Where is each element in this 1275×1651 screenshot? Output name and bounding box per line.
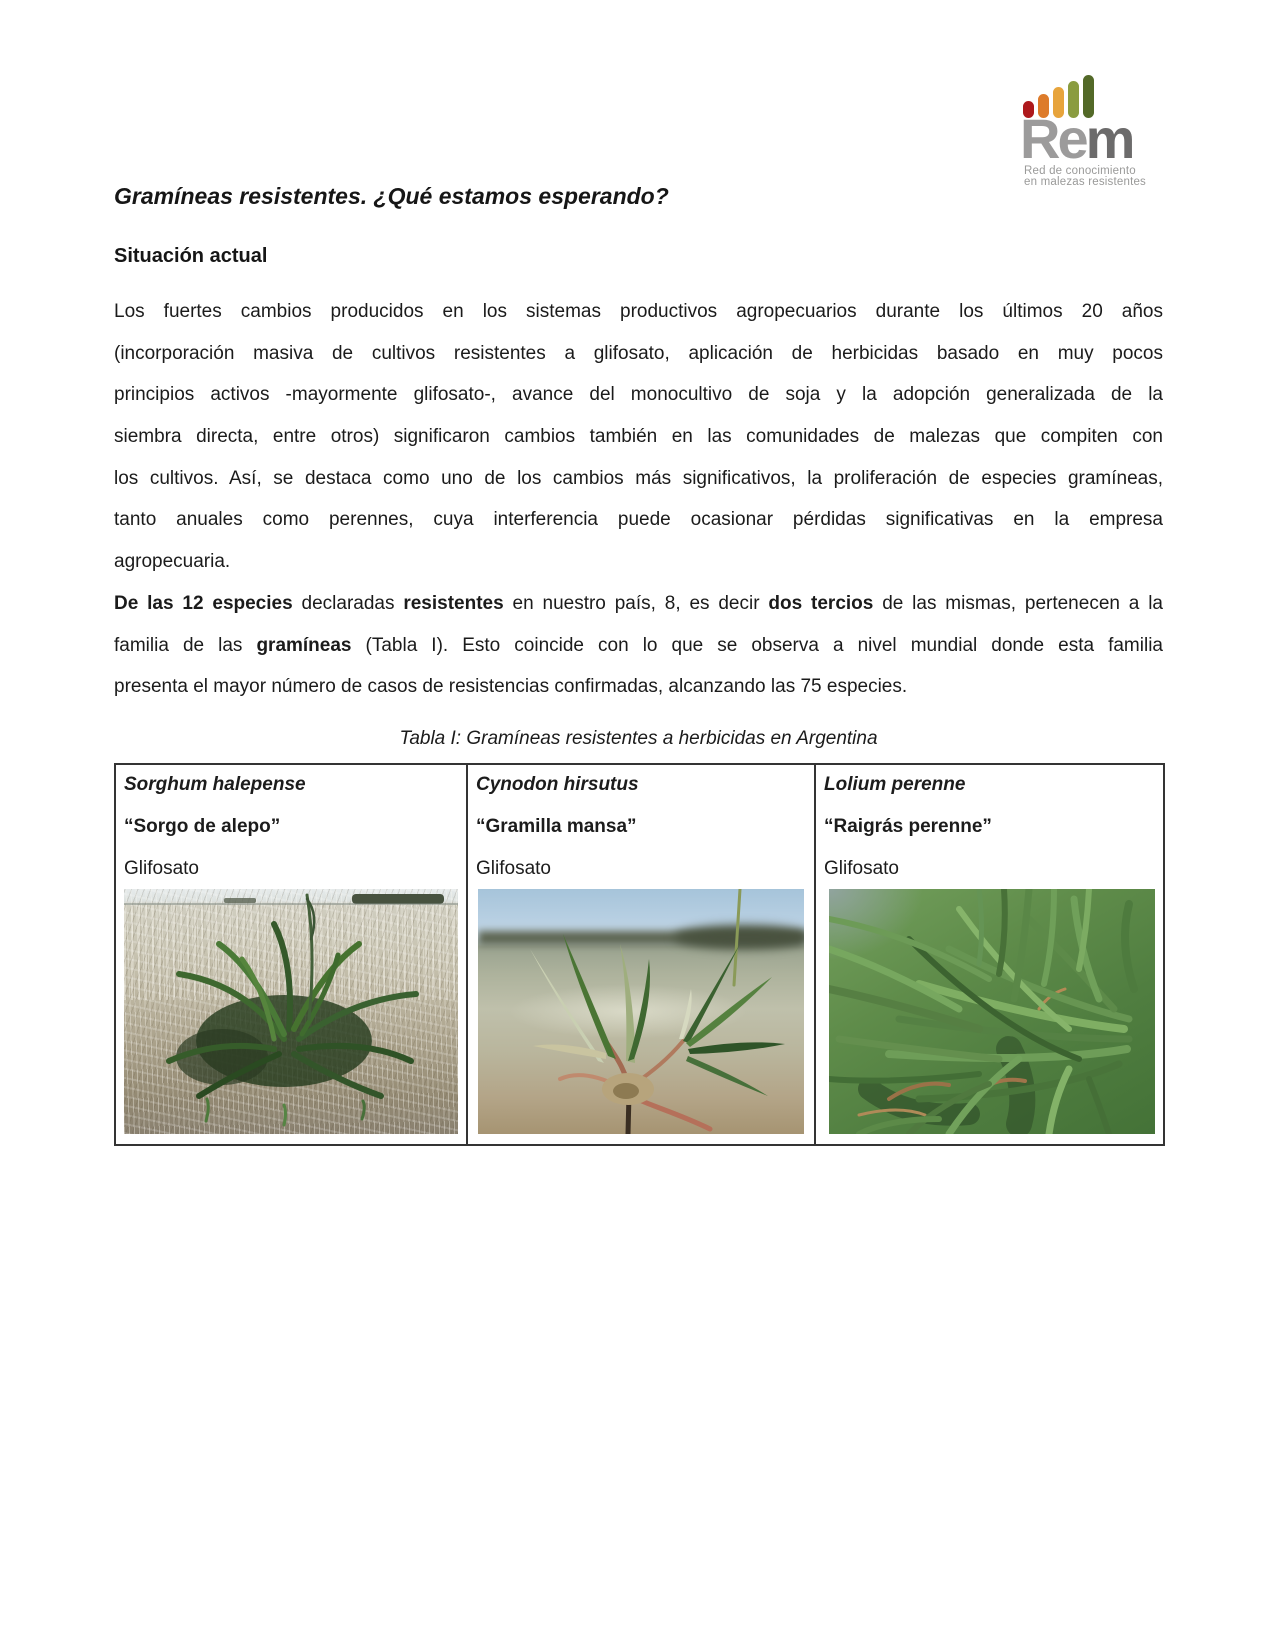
text: (Tabla I). Esto coincide con lo que se observa a nivel mundial donde esta familia bbox=[351, 634, 1163, 656]
herbicide-name: Glifosato bbox=[476, 858, 551, 879]
rem-tagline-line1: Red de conocimiento bbox=[1024, 164, 1136, 177]
common-name: “Raigrás perenne” bbox=[824, 816, 992, 837]
bold-text: dos tercios bbox=[768, 592, 874, 614]
species-name: Cynodon hirsutus bbox=[476, 774, 639, 795]
common-name: “Gramilla mansa” bbox=[476, 816, 637, 837]
text: presenta el mayor número de casos de resistencias confirmadas, alcanzando las 75 especies. bbox=[114, 676, 908, 698]
paragraph1-line: Los fuertes cambios producidos en los sistemas productivos agropecuarios durante los últimos 20 años bbox=[114, 301, 1163, 322]
herbicide-name: Glifosato bbox=[124, 858, 199, 879]
paragraph1-line: los cultivos. Así, se destaca como uno de los cambios más significativos, la proliferación de especies gramíneas, bbox=[114, 467, 1163, 489]
cynodon-closeup-photo bbox=[478, 889, 804, 1134]
table-cell-cynodon bbox=[466, 765, 814, 1144]
rem-tagline-line2: en malezas resistentes bbox=[1024, 175, 1147, 188]
sorghum-field-photo bbox=[124, 889, 458, 1134]
sorghum-plant-illustration bbox=[124, 889, 458, 1134]
table-cell-lolium bbox=[814, 765, 1163, 1144]
page-title: Gramíneas resistentes. ¿Qué estamos esperando? bbox=[114, 183, 669, 209]
paragraph1-line: siembra directa, entre otros) significaron cambios también en las comunidades de malezas que compiten con bbox=[114, 426, 1163, 448]
rem-logo bbox=[1020, 74, 1170, 188]
lolium-grass-photo bbox=[829, 889, 1155, 1134]
table-cell-sorghum bbox=[116, 765, 466, 1144]
herbicide-name: Glifosato bbox=[824, 858, 899, 879]
paragraph2-line bbox=[114, 583, 1163, 625]
rem-tagline bbox=[1024, 166, 1170, 188]
rem-wordmark-m: m bbox=[1085, 107, 1133, 170]
text: de las mismas, pertenecen a la bbox=[873, 592, 1163, 614]
resistant-grasses-table bbox=[114, 763, 1165, 1146]
section-heading: Situación actual bbox=[114, 245, 268, 267]
bold-text: resistentes bbox=[403, 592, 504, 614]
bold-text: gramíneas bbox=[256, 634, 352, 656]
text: familia de las bbox=[114, 634, 257, 656]
text: declaradas bbox=[292, 592, 404, 614]
common-name: “Sorgo de alepo” bbox=[124, 816, 281, 837]
paragraph2-line bbox=[114, 625, 1163, 667]
species-name: Sorghum halepense bbox=[124, 774, 306, 795]
species-name: Lolium perenne bbox=[824, 774, 966, 795]
paragraph2-line bbox=[114, 666, 1163, 708]
paragraph1-line: (incorporación masiva de cultivos resistentes a glifosato, aplicación de herbicidas basado en muy pocos bbox=[114, 342, 1163, 364]
paragraph1-line: agropecuaria. bbox=[114, 551, 231, 573]
cynodon-plant-illustration bbox=[478, 889, 804, 1134]
ryegrass-illustration bbox=[829, 889, 1155, 1134]
paragraph1-line: principios activos -mayormente glifosato-, avance del monocultivo de soja y la adopción generalizada de la bbox=[114, 384, 1163, 406]
body-text bbox=[114, 291, 1163, 708]
text: en nuestro país, 8, es decir bbox=[503, 592, 769, 614]
rem-wordmark bbox=[1020, 107, 1170, 170]
bold-text: De las 12 especies bbox=[114, 592, 293, 614]
table-caption: Tabla I: Gramíneas resistentes a herbicidas en Argentina bbox=[399, 728, 878, 749]
paragraph1-line: tanto anuales como perennes, cuya interferencia puede ocasionar pérdidas significativas en la empresa bbox=[114, 509, 1163, 531]
rem-wordmark-re: Re bbox=[1020, 107, 1086, 170]
